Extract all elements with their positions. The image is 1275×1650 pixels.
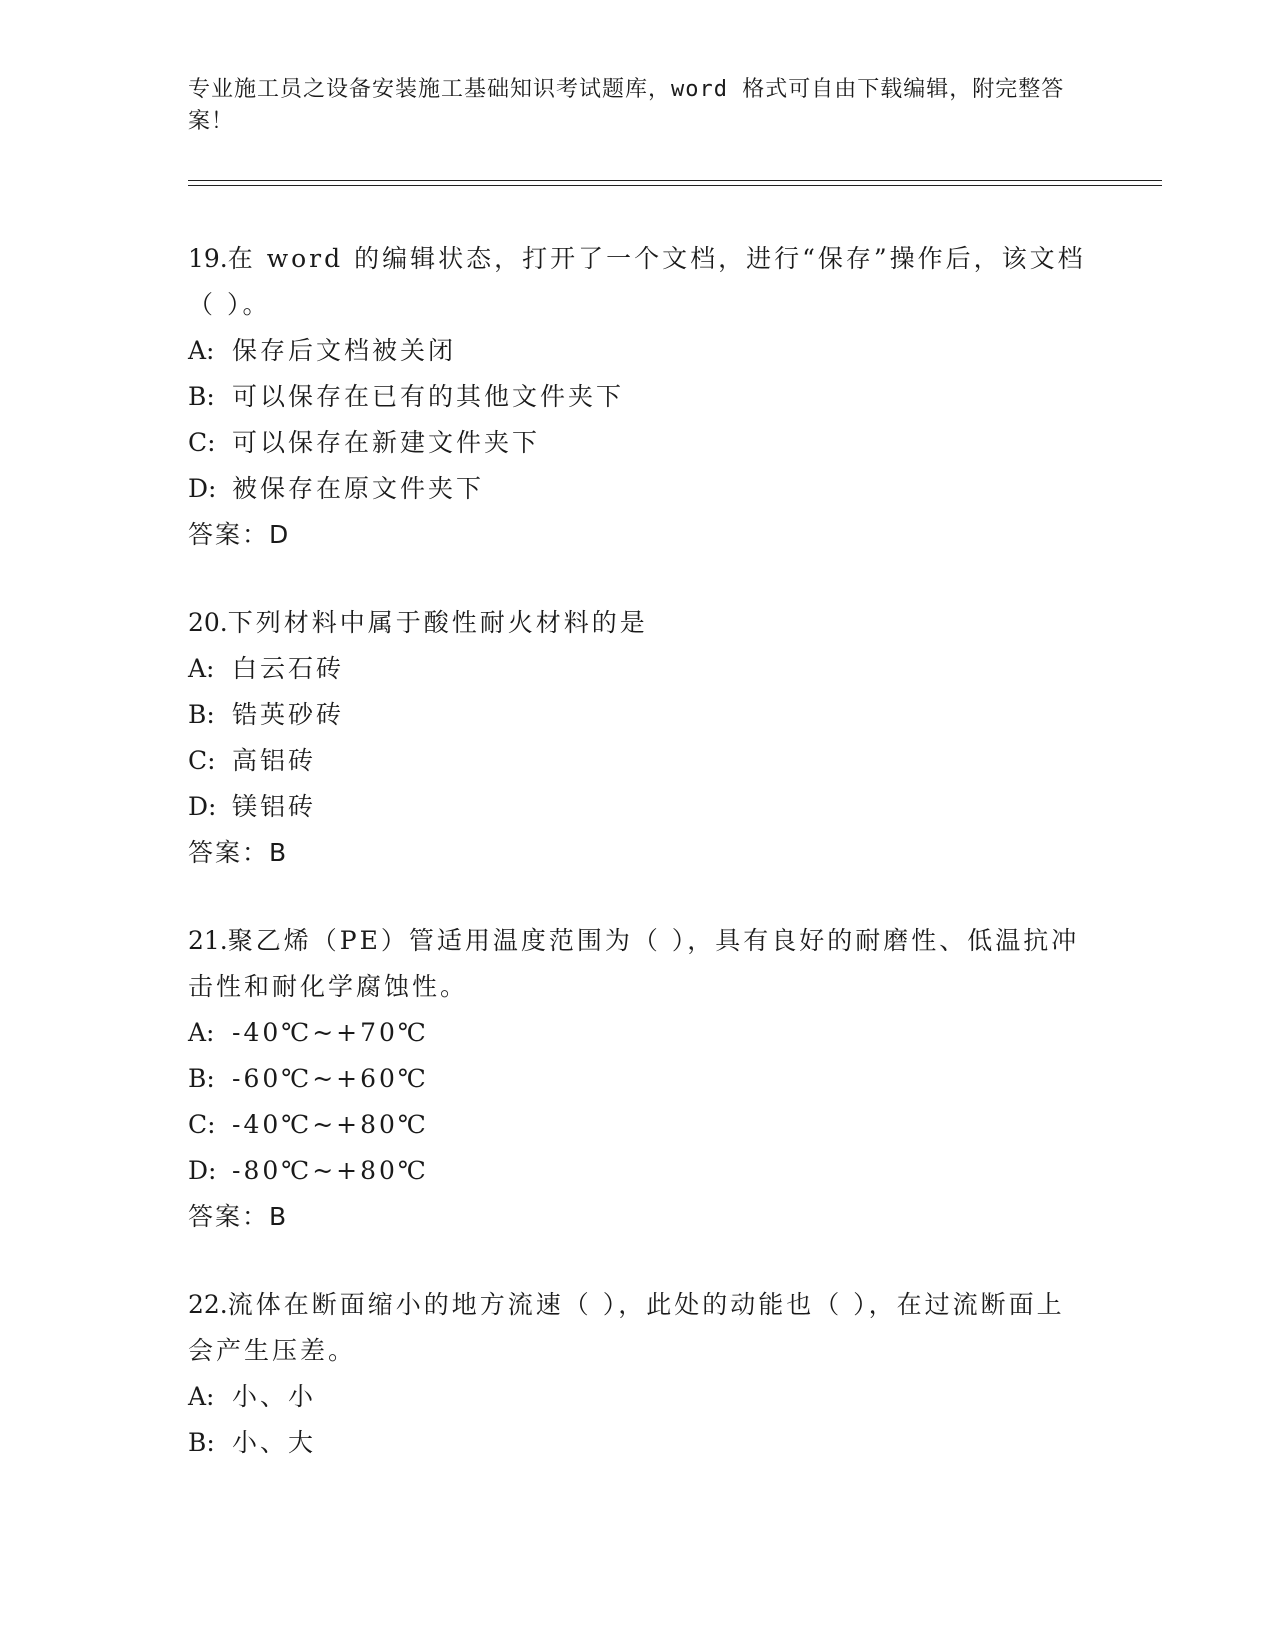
answer-line: 答案：B (188, 838, 289, 867)
question-text (188, 600, 1088, 646)
document-header: 专业施工员之设备安装施工基础知识考试题库，word 格式可自由下载编辑，附完整答案！ (188, 77, 1065, 134)
question-21 (188, 918, 1088, 1240)
option-c (188, 420, 1088, 466)
option-b (188, 1056, 1088, 1102)
option-text: 小、大 (232, 1428, 317, 1457)
option-label: C: (188, 1110, 216, 1139)
header-divider-bottom (188, 185, 1162, 186)
option-c (188, 738, 1088, 784)
question-text (188, 236, 1088, 328)
option-text: 镁铝砖 (232, 792, 317, 821)
question-22 (188, 1282, 1088, 1466)
option-text: 保存后文档被关闭 (232, 336, 457, 365)
option-d (188, 1148, 1088, 1194)
option-label: B: (188, 382, 215, 411)
question-text (188, 918, 1088, 1010)
option-b (188, 692, 1088, 738)
question-number: 21. (188, 926, 228, 955)
question-body: 聚乙烯（PE）管适用温度范围为（ ），具有良好的耐磨性、低温抗冲击性和耐化学腐蚀性。 (188, 926, 1080, 1001)
option-a (188, 646, 1088, 692)
question-number: 19. (188, 244, 228, 273)
option-label: B: (188, 1064, 215, 1093)
option-text: 小、小 (232, 1382, 317, 1411)
option-label: C: (188, 428, 216, 457)
option-text: 锆英砂砖 (232, 700, 345, 729)
question-number: 20. (188, 608, 228, 637)
option-text: -60℃~+60℃ (232, 1064, 429, 1093)
option-text: -40℃~+80℃ (232, 1110, 429, 1139)
question-19 (188, 236, 1088, 558)
option-a (188, 1374, 1088, 1420)
option-label: B: (188, 1428, 215, 1457)
option-label: C: (188, 746, 216, 775)
question-number: 22. (188, 1290, 228, 1319)
option-a (188, 1010, 1088, 1056)
option-label: D: (188, 792, 217, 821)
option-text: 高铝砖 (232, 746, 317, 775)
question-text (188, 1282, 1088, 1374)
option-label: D: (188, 474, 217, 503)
option-text: 白云石砖 (232, 654, 345, 683)
option-label: B: (188, 700, 215, 729)
answer-line: 答案：B (188, 1202, 289, 1231)
option-c (188, 1102, 1088, 1148)
option-text: 被保存在原文件夹下 (232, 474, 485, 503)
option-b (188, 374, 1088, 420)
option-text: -80℃~+80℃ (232, 1156, 429, 1185)
question-body: 流体在断面缩小的地方流速（ ），此处的动能也（ ），在过流断面上会产生压差。 (188, 1290, 1065, 1365)
question-20 (188, 600, 1088, 876)
option-b (188, 1420, 1088, 1466)
header-divider-top (188, 180, 1162, 181)
option-text: 可以保存在已有的其他文件夹下 (232, 382, 625, 411)
option-text: 可以保存在新建文件夹下 (232, 428, 541, 457)
option-label: A: (188, 1382, 215, 1411)
option-label: A: (188, 654, 215, 683)
option-label: A: (188, 1018, 215, 1047)
option-label: A: (188, 336, 215, 365)
question-body: 下列材料中属于酸性耐火材料的是 (227, 608, 648, 637)
option-d (188, 784, 1088, 830)
option-text: -40℃~+70℃ (232, 1018, 429, 1047)
answer-line: 答案：D (188, 520, 291, 549)
question-body: 在 word 的编辑状态，打开了一个文档，进行“保存”操作后，该文档（ ）。 (188, 244, 1086, 319)
option-d (188, 466, 1088, 512)
option-label: D: (188, 1156, 217, 1185)
question-list (188, 236, 1088, 1508)
option-a (188, 328, 1088, 374)
